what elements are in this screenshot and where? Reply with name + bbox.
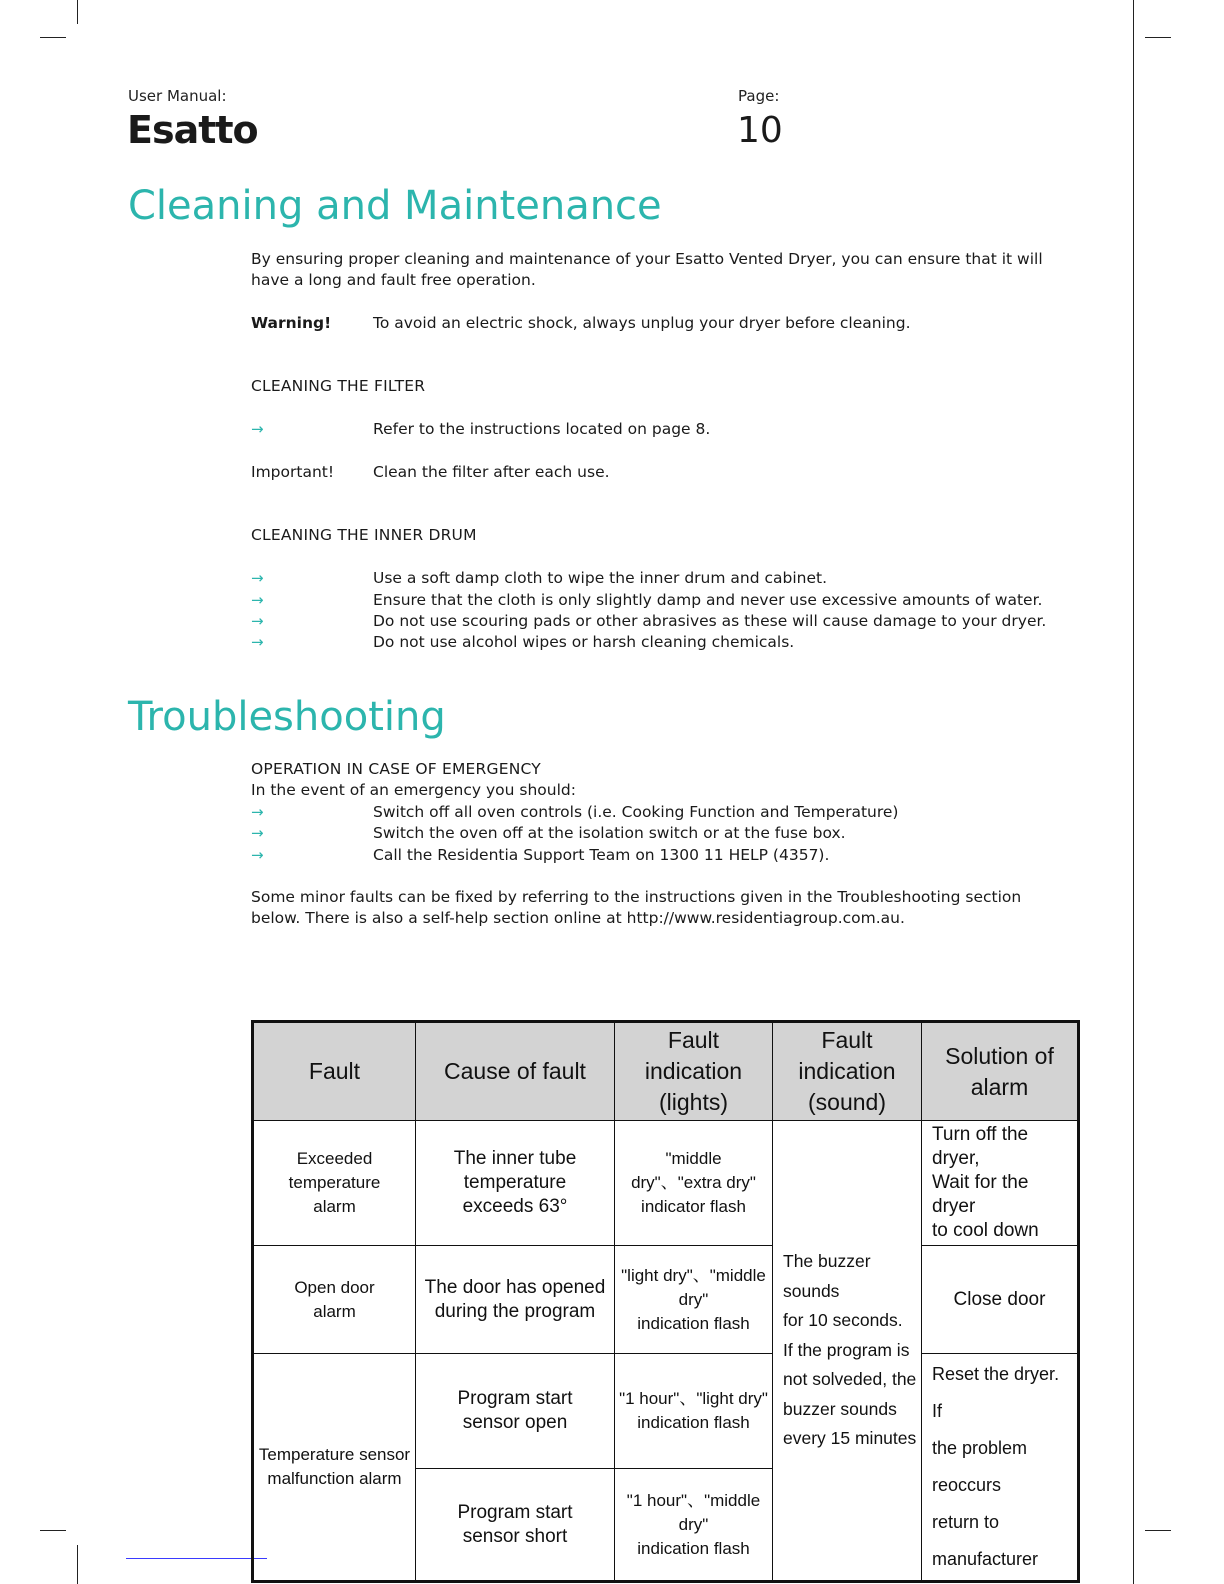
page-label: Page: xyxy=(738,87,780,105)
list-item-text: Do not use alcohol wipes or harsh cleaning chemicals. xyxy=(373,633,795,651)
arrow-icon: → xyxy=(251,803,264,821)
cell-line: Temperature sensor xyxy=(258,1445,411,1464)
note-line-2 xyxy=(251,908,905,930)
arrow-icon: → xyxy=(251,420,264,438)
cell-line: Program start xyxy=(457,1388,573,1410)
cell-line: Exceeded temperature xyxy=(288,1149,381,1192)
fault-cell xyxy=(253,1354,416,1582)
cell-line: alarm xyxy=(313,1197,356,1216)
header-lights xyxy=(615,1022,773,1121)
cause-cell xyxy=(416,1354,615,1469)
cell-line: return to manufacturer xyxy=(932,1512,1039,1569)
cell-line: temperature xyxy=(463,1172,567,1193)
fault-cell xyxy=(253,1121,416,1246)
warning-label: Warning! xyxy=(251,314,332,332)
page-number: 10 xyxy=(737,110,783,151)
list-item xyxy=(251,802,898,824)
page-edge-line xyxy=(1133,0,1134,1584)
header-solution-line2: alarm xyxy=(970,1073,1029,1100)
arrow-icon: → xyxy=(251,633,264,651)
cell-line: alarm xyxy=(313,1301,356,1321)
fault-table xyxy=(251,1020,1080,1583)
drum-heading: CLEANING THE INNER DRUM xyxy=(251,526,477,544)
solution-cell xyxy=(922,1121,1079,1246)
filter-step xyxy=(251,419,710,441)
manual-label: User Manual: xyxy=(128,87,227,105)
important-text: Clean the filter after each use. xyxy=(373,463,610,481)
cell-line: Wait for the dryer xyxy=(932,1172,1029,1217)
cell-line: "1 hour"、"light dry" xyxy=(619,1389,768,1409)
list-item-text: Switch the oven off at the isolation switch or at the fuse box. xyxy=(373,824,846,842)
sound-cell xyxy=(773,1121,922,1582)
solution-cell xyxy=(922,1354,1079,1582)
cell-line: indicator flash xyxy=(641,1197,746,1216)
emergency-intro: In the event of an emergency you should: xyxy=(251,781,576,799)
note-line-2-text: below. There is also a self-help section online at http://www.residentiagroup.com.au. xyxy=(251,909,905,927)
cell-line: the problem reoccurs xyxy=(932,1438,1028,1495)
table-row xyxy=(253,1121,1079,1246)
header-sound-line1: Fault indication xyxy=(798,1027,896,1084)
list-item xyxy=(251,823,846,845)
table-header-row xyxy=(253,1022,1079,1121)
cell-line: "light dry"、"middle dry" xyxy=(621,1265,766,1309)
list-item xyxy=(251,568,827,590)
bottom-link-underline xyxy=(126,1558,267,1559)
crop-mark xyxy=(40,37,66,38)
arrow-icon: → xyxy=(251,569,264,587)
cell-line: indication flash xyxy=(637,1538,750,1558)
header-sound-line2: (sound) xyxy=(808,1089,886,1115)
cell-line: sensor open xyxy=(462,1412,568,1434)
warning-row xyxy=(251,313,911,335)
note-line-1: Some minor faults can be fixed by referring to the instructions given in the Troubleshooting section xyxy=(251,888,1022,906)
cell-line: buzzer sounds xyxy=(783,1398,897,1419)
lights-cell xyxy=(615,1121,773,1246)
crop-mark xyxy=(1145,1530,1171,1531)
cell-line: Turn off the dryer, xyxy=(932,1124,1029,1169)
cell-line: to cool down xyxy=(932,1220,1039,1241)
warning-text: To avoid an electric shock, always unplug your dryer before cleaning. xyxy=(373,314,911,332)
cell-line: "1 hour"、"middle dry" xyxy=(626,1490,761,1534)
crop-mark xyxy=(77,0,78,24)
intro-line-2: have a long and fault free operation. xyxy=(251,271,536,289)
list-item xyxy=(251,590,1042,612)
list-item xyxy=(251,845,829,867)
header-lights-line2: (lights) xyxy=(658,1089,728,1115)
cell-line: indication flash xyxy=(637,1413,750,1433)
cause-cell xyxy=(416,1246,615,1354)
arrow-icon: → xyxy=(251,612,264,630)
cell-line: Open door xyxy=(294,1277,375,1297)
header-sound xyxy=(773,1022,922,1121)
crop-mark xyxy=(1145,37,1171,38)
list-item-text: Call the Residentia Support Team on 1300 11 HELP (4357). xyxy=(373,846,830,864)
header-cause: Cause of fault xyxy=(416,1022,615,1121)
cell-line: If the program is xyxy=(783,1339,910,1360)
cause-cell xyxy=(416,1121,615,1246)
section-title-cleaning: Cleaning and Maintenance xyxy=(128,183,662,229)
list-item xyxy=(251,632,794,654)
cell-line: Reset the dryer. If xyxy=(932,1364,1060,1421)
lights-cell xyxy=(615,1246,773,1354)
list-item-text: Ensure that the cloth is only slightly damp and never use excessive amounts of water. xyxy=(373,591,1043,609)
cell-line: for 10 seconds. xyxy=(783,1310,903,1331)
intro-line-1: By ensuring proper cleaning and maintenance of your Esatto Vented Dryer, you can ensure that it will xyxy=(251,250,1043,268)
table-row xyxy=(253,1246,1079,1354)
table-row xyxy=(253,1354,1079,1469)
cell-line: exceeds 63° xyxy=(462,1196,568,1217)
lights-cell xyxy=(615,1469,773,1582)
cell-line: The door has opened xyxy=(424,1276,606,1298)
fault-cell xyxy=(253,1246,416,1354)
header-solution xyxy=(922,1022,1079,1121)
cell-line: malfunction alarm xyxy=(267,1469,402,1488)
arrow-icon: → xyxy=(251,846,264,864)
crop-mark xyxy=(40,1530,66,1531)
cause-cell xyxy=(416,1469,615,1582)
cell-line: every 15 minutes xyxy=(783,1428,917,1449)
cell-line: Program start xyxy=(457,1501,573,1523)
cell-line: not solveded, the xyxy=(783,1369,917,1390)
arrow-icon: → xyxy=(251,591,264,609)
list-item-text: Switch off all oven controls (i.e. Cooking Function and Temperature) xyxy=(373,803,899,821)
cell-line: The inner tube xyxy=(453,1148,577,1169)
section-title-troubleshooting: Troubleshooting xyxy=(128,694,446,740)
important-label: Important! xyxy=(251,463,335,481)
list-item xyxy=(251,611,1046,633)
header-solution-line1: Solution of xyxy=(945,1042,1054,1069)
list-item-text: Use a soft damp cloth to wipe the inner drum and cabinet. xyxy=(373,569,828,587)
crop-mark xyxy=(77,1545,78,1584)
brand-logo: Esatto xyxy=(127,108,258,152)
emergency-heading: OPERATION IN CASE OF EMERGENCY xyxy=(251,760,541,778)
cell-line: during the program xyxy=(434,1300,596,1322)
arrow-icon: → xyxy=(251,824,264,842)
filter-heading: CLEANING THE FILTER xyxy=(251,377,426,395)
cell-line: "middle dry"、"extra dry" xyxy=(631,1149,756,1192)
cell-line: The buzzer sounds xyxy=(783,1251,871,1301)
cell-line: indication flash xyxy=(637,1313,750,1333)
header-lights-line1: Fault indication xyxy=(644,1027,743,1084)
solution-cell: Close door xyxy=(922,1246,1079,1354)
cell-line: sensor short xyxy=(462,1525,568,1547)
filter-step-text: Refer to the instructions located on page 8. xyxy=(373,420,711,438)
lights-cell xyxy=(615,1354,773,1469)
header-fault: Fault xyxy=(253,1022,416,1121)
important-row xyxy=(251,462,610,484)
list-item-text: Do not use scouring pads or other abrasives as these will cause damage to your dryer. xyxy=(373,612,1047,630)
